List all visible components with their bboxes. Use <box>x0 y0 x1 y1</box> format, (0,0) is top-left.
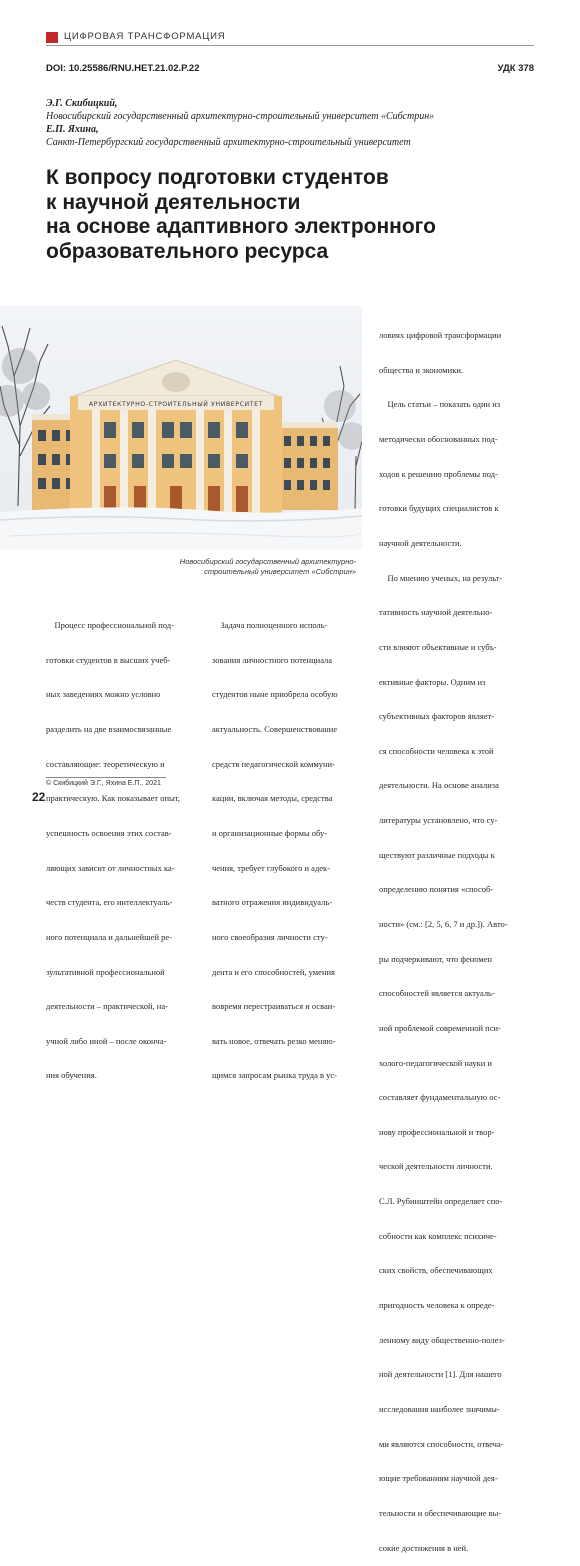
copyright-notice: © Скибицкий Э.Г., Яхина Е.П., 2021 <box>46 780 161 787</box>
page-number: 22 <box>32 790 46 804</box>
text-line: дента и его способностей, умения <box>212 966 335 977</box>
text-line: ществуют различные подходы к <box>379 849 495 860</box>
text-line: ватного отражения индивидуаль- <box>212 897 333 908</box>
text-line: тельности и обеспечивающие вы- <box>379 1507 502 1518</box>
text-line: составляет фундаментальную ос- <box>379 1092 501 1103</box>
text-line: По мнению ученых, на результ- <box>379 572 503 583</box>
university-building-photo <box>0 306 362 549</box>
title-line: к научной деятельности <box>46 190 301 214</box>
text-line: студентов ныне приобрела особую <box>212 689 338 700</box>
text-line: вовремя перестраиваться и осваи- <box>212 1001 336 1012</box>
text-line: исследования наиболее значимы- <box>379 1403 500 1414</box>
text-line: зультативной профессиональной <box>46 966 165 977</box>
text-line: ективные факторы. Одним из <box>379 676 486 687</box>
text-line: научной деятельности. <box>379 537 462 548</box>
text-line: готовки студентов в высших учеб- <box>46 654 171 665</box>
text-line: ного своеобразия личности сту- <box>212 931 328 942</box>
footnote-divider <box>46 777 166 778</box>
text-line: разделить на две взаимосвязанные <box>46 724 172 735</box>
title-line: на основе адаптивного электронного <box>46 215 436 238</box>
text-line: ного потенциала и дальнейшей ре- <box>46 931 172 942</box>
text-line: ры подчеркивают, что феномен <box>379 953 493 964</box>
caption-line: Новосибирский государственный архитектурно- <box>179 557 356 566</box>
text-line: субъективных факторов являет- <box>379 711 495 722</box>
author-2-name: Е.П. Яхина, <box>46 124 99 135</box>
text-line: составляющие: теоретическую и <box>46 758 165 769</box>
text-line: ющие требованиям научной дея- <box>379 1473 498 1484</box>
text-line: честв студента, его интеллектуаль- <box>46 897 173 908</box>
text-line: практическую. Как показывает опыт, <box>46 793 180 804</box>
caption-line: строительный университет «Сибстрин» <box>204 567 356 576</box>
text-column-1 <box>46 597 206 1094</box>
text-line: методически обоснованных под- <box>379 434 498 445</box>
udk: УДК 378 <box>497 63 534 74</box>
text-line: общества и экономики. <box>379 364 464 375</box>
text-line: учной либо иной – после оконча- <box>46 1035 167 1046</box>
text-line: тативность научной деятельно- <box>379 607 493 618</box>
text-line: деятельности – практической, на- <box>46 1001 168 1012</box>
building-illustration <box>0 306 362 549</box>
section-title: ЦИФРОВАЯ ТРАНСФОРМАЦИЯ <box>64 31 226 42</box>
text-line: пригодность человека к опреде- <box>379 1300 495 1311</box>
text-line: ния обучения. <box>46 1070 97 1081</box>
author-1-affiliation: Новосибирский государственный архитектурно-строительный университет «Сибстрин» <box>46 111 435 122</box>
text-line: ной проблемой современной пси- <box>379 1022 501 1033</box>
text-line: Задача полноценного исполь- <box>212 620 328 631</box>
photo-caption <box>150 557 356 577</box>
text-line: Процесс профессиональной под- <box>46 620 174 631</box>
text-line: С.Л. Рубинштейн определяет спо- <box>379 1196 503 1207</box>
text-line: чения, требует глубокого и адек- <box>212 862 331 873</box>
author-2-affiliation: Санкт-Петербургский государственный архитектурно-строительный университет <box>46 137 411 148</box>
text-line: ных заведениях можно условно <box>46 689 161 700</box>
text-line: ловиях цифровой трансформации <box>379 330 502 341</box>
text-line: нову профессиональной и твор- <box>379 1126 495 1137</box>
text-line: литературы установлено, что су- <box>379 815 498 826</box>
text-line: средств педагогической коммуни- <box>212 758 335 769</box>
text-line: ходов к решению проблемы под- <box>379 468 498 479</box>
text-column-3 <box>379 307 534 1566</box>
text-line: ми являются способности, отвеча- <box>379 1438 504 1449</box>
text-line: ленному виду общественно-полез- <box>379 1334 505 1345</box>
authors-block <box>46 97 546 149</box>
title-line: К вопросу подготовки студентов <box>46 166 389 189</box>
text-line: сти влияют объективные и субъ- <box>379 641 497 652</box>
text-line: зования личностного потенциала <box>212 654 333 665</box>
header-divider <box>46 45 534 46</box>
text-line: ских свойств, обеспечивающих <box>379 1265 493 1276</box>
text-line: готовки будущих специалистов к <box>379 503 499 514</box>
text-line: вать новое, отвечать резко меняю- <box>212 1035 336 1046</box>
text-line: успешность освоения этих состав- <box>46 827 172 838</box>
text-line: ляющих зависит от личностных ка- <box>46 862 175 873</box>
text-line: и организационные формы обу- <box>212 827 328 838</box>
building-sign: АРХИТЕКТУРНО-СТРОИТЕЛЬНЫЙ УНИВЕРСИТЕТ <box>88 401 264 408</box>
article-title <box>46 166 516 264</box>
text-line: холого-педагогической науки и <box>379 1057 492 1068</box>
text-line: кации, включая методы, средства <box>212 793 333 804</box>
text-line: сокие достижения в ней. <box>379 1542 469 1553</box>
text-line: деятельности. На основе анализа <box>379 780 499 791</box>
text-line: ности» (см.: [2, 5, 6, 7 и др.]). Авто- <box>379 918 508 929</box>
text-line: способностей является актуаль- <box>379 988 495 999</box>
title-line: образовательного ресурса <box>46 239 329 263</box>
text-line: ся способности человека к этой <box>379 745 494 756</box>
text-line: щимся запросам рынка труда в ус- <box>212 1070 338 1081</box>
author-1-name: Э.Г. Скибицкий, <box>46 98 118 109</box>
text-line: актуальность. Совершенствование <box>212 724 338 735</box>
text-line: Цель статьи – показать один из <box>379 399 501 410</box>
text-line: ческой деятельности личности. <box>379 1161 493 1172</box>
text-line: собности как комплекс психиче- <box>379 1230 497 1241</box>
text-column-2 <box>212 597 368 1094</box>
text-line: ной деятельности [1]. Для нашего <box>379 1369 502 1380</box>
doi[interactable]: DOI: 10.25586/RNU.HET.21.02.P.22 <box>46 63 200 74</box>
text-line: определению понятия «способ- <box>379 884 494 895</box>
section-marker <box>46 32 58 43</box>
